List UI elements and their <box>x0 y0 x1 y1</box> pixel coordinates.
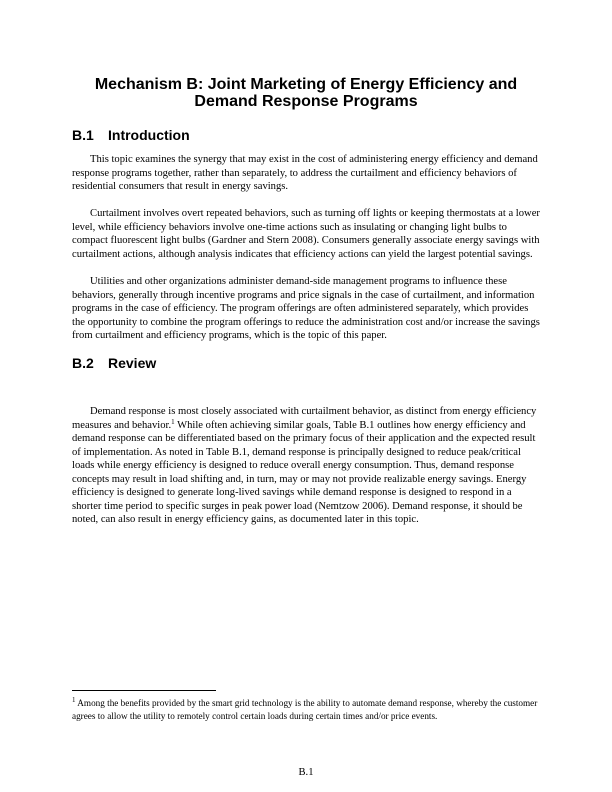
page-number: B.1 <box>298 767 314 778</box>
section-number: B.1 <box>72 127 94 143</box>
text: Demand response is most closely associated with curtailment behavior, as distinct from energy efficiency measures and behavior. <box>72 406 537 431</box>
footnote-divider <box>72 690 216 691</box>
footnote-mark: 1 <box>72 696 76 704</box>
footnote-ref[interactable]: 1 <box>171 417 175 426</box>
paragraph <box>72 405 542 527</box>
section-number: B.2 <box>72 355 94 371</box>
paragraph: Curtailment involves overt repeated behaviors, such as turning off lights or keeping thermostats at a lower level, while efficiency behaviors involve one-time actions such as insulating or changing light bulbs to compact fluorescent light bulbs (Gardner and Stern 2008). Consumers generally associate energy savings with curtailment actions, although analysis indicates that efficiency actions can yield the largest potential savings. <box>72 208 540 260</box>
footnote-text: Among the benefits provided by the smart grid technology is the ability to automate demand response, whereby the customer agrees to allow the utility to remotely control certain loads during certain times and/or price events. <box>72 698 538 721</box>
section-heading-introduction <box>72 127 190 143</box>
footnote <box>72 697 542 722</box>
title-line-2: Demand Response Programs <box>194 93 418 110</box>
section-heading-review <box>72 355 156 371</box>
text: While often achieving similar goals, Table B.1 outlines how energy efficiency and demand response can be differentiated based on the primary focus of their application and the expected result of implementation. As noted in Table B.1, demand response is principally designed to reduce peak/critical loads while energy efficiency is designed to reduce overall energy consumption. Thus, demand response concepts may result in load shifting and, in turn, may or may not provide realizable energy savings. Energy efficiency is designed to generate long-lived savings while demand response is designed to respond in a shorter time period to specific surges in peak power load (Nemtzow 2006). Demand response, it should be noted, can also result in energy efficiency gains, as documented later in this topic. <box>72 419 536 525</box>
page-title <box>60 76 552 110</box>
title-line-1: Mechanism B: Joint Marketing of Energy Efficiency and <box>94 76 518 93</box>
paragraph: Utilities and other organizations administer demand-side management programs to influence these behaviors, generally through incentive programs and price signals in the case of curtailment, and information programs in the case of efficiency. The program offerings are often administered separately, which provides the opportunity to combine the program offerings to reduce the administration cost and/or increase the savings from curtailment and efficiency programs, which is the topic of this paper. <box>72 276 540 341</box>
paragraph: This topic examines the synergy that may exist in the cost of administering energy efficiency and demand response programs together, rather than separately, to address the curtailment and efficiency behaviors of residential consumers that result in energy savings. <box>72 154 538 192</box>
section-title: Review <box>108 355 157 371</box>
section-title: Introduction <box>108 127 190 143</box>
